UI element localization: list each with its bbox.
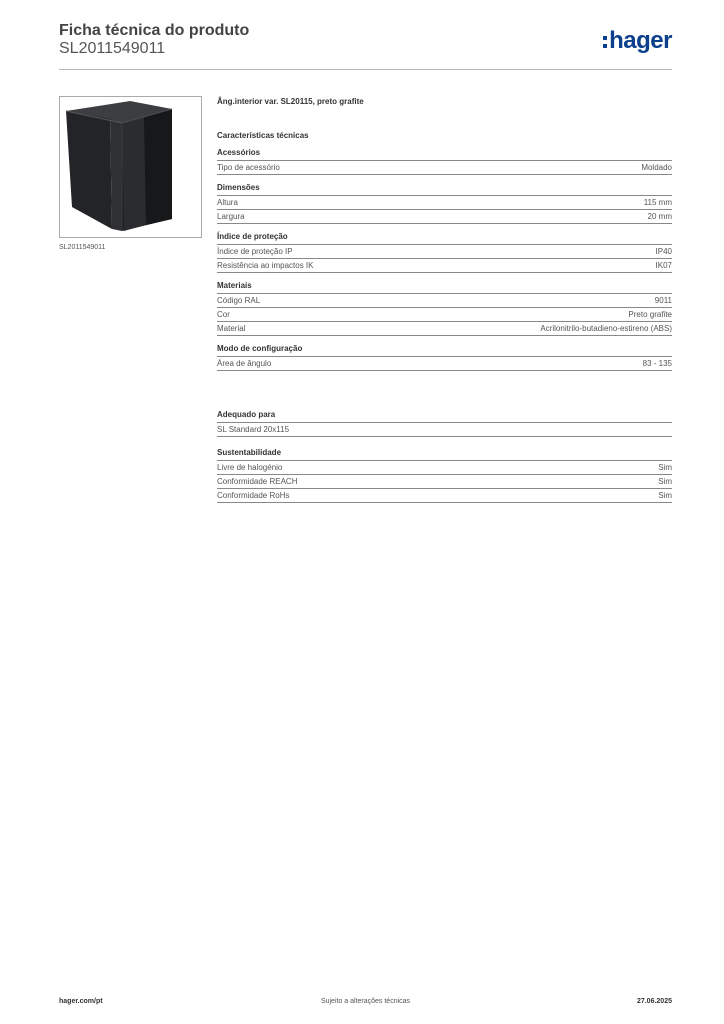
spec-content: [217, 96, 672, 503]
spec-value: 83 - 135: [642, 359, 672, 368]
spec-value: Sim: [658, 477, 672, 486]
image-caption: SL2011549011: [59, 244, 106, 251]
logo-text: hager: [609, 27, 672, 54]
spec-value: IP40: [655, 247, 672, 256]
section-title: Modo de configuração: [217, 344, 672, 357]
spec-value: IK07: [655, 261, 672, 270]
page-title: Ficha técnica do produto: [59, 22, 250, 39]
section-suitable-for: [217, 410, 672, 437]
corner-piece-illustration: [60, 97, 201, 237]
section-sustainability: [217, 448, 672, 503]
section-dimensions: [217, 183, 672, 224]
section-title: Índice de proteção: [217, 232, 672, 245]
section-spacer: [217, 371, 672, 404]
spec-value: 115 mm: [643, 198, 672, 207]
spec-row: [217, 196, 672, 210]
spec-value: Sim: [658, 463, 672, 472]
spec-value: Acrilonitrilo-butadieno-estireno (ABS): [540, 324, 672, 333]
section-accessories: [217, 148, 672, 175]
section-protection: [217, 232, 672, 273]
footer-note: Sujeito a alterações técnicas: [320, 998, 411, 1005]
spec-value: 20 mm: [647, 212, 672, 221]
section-title: Adequado para: [217, 410, 672, 423]
spec-label: Código RAL: [217, 296, 261, 305]
spec-row: [217, 294, 672, 308]
product-image: [59, 96, 202, 238]
spec-row: [217, 357, 672, 371]
spec-value: Moldado: [641, 163, 672, 172]
page-footer: [59, 998, 672, 1010]
spec-label: SL Standard 20x115: [217, 425, 290, 434]
product-code: SL2011549011: [59, 40, 166, 57]
section-title: Sustentabilidade: [217, 448, 672, 461]
spec-row: [217, 308, 672, 322]
spec-row: [217, 475, 672, 489]
footer-website-link[interactable]: hager.com/pt: [59, 998, 103, 1005]
footer-date: 27.06.2025: [636, 998, 672, 1005]
spec-row: [217, 161, 672, 175]
spec-label: Conformidade RoHs: [217, 491, 290, 500]
spec-row: [217, 423, 672, 437]
spec-label: Resistência ao impactos IK: [217, 261, 314, 270]
hager-logo: [603, 28, 672, 54]
section-materials: [217, 281, 672, 336]
spec-row: [217, 322, 672, 336]
spec-label: Largura: [217, 212, 245, 221]
spec-label: Altura: [217, 198, 238, 207]
page-header: [59, 20, 672, 70]
spec-label: Índice de proteção IP: [217, 247, 293, 256]
tech-characteristics-heading: Características técnicas: [217, 131, 309, 140]
spec-value: 9011: [654, 296, 672, 305]
section-title: Materiais: [217, 281, 672, 294]
spec-label: Tipo de acessório: [217, 163, 280, 172]
section-title: Acessórios: [217, 148, 672, 161]
spec-label: Área de ângulo: [217, 359, 272, 368]
section-configuration: [217, 344, 672, 371]
spec-label: Conformidade REACH: [217, 477, 298, 486]
section-title: Dimensões: [217, 183, 672, 196]
spec-row: [217, 259, 672, 273]
logo-dots-icon: [603, 36, 607, 48]
spec-row: [217, 489, 672, 503]
spec-value: Sim: [658, 491, 672, 500]
spec-label: Livre de halogénio: [217, 463, 283, 472]
spec-row: [217, 245, 672, 259]
spec-label: Material: [217, 324, 246, 333]
product-name: Âng.interior var. SL20115, preto grafite: [217, 97, 364, 106]
spec-label: Cor: [217, 310, 230, 319]
spec-value: Preto grafite: [628, 310, 672, 319]
spec-row: [217, 210, 672, 224]
spec-row: [217, 461, 672, 475]
